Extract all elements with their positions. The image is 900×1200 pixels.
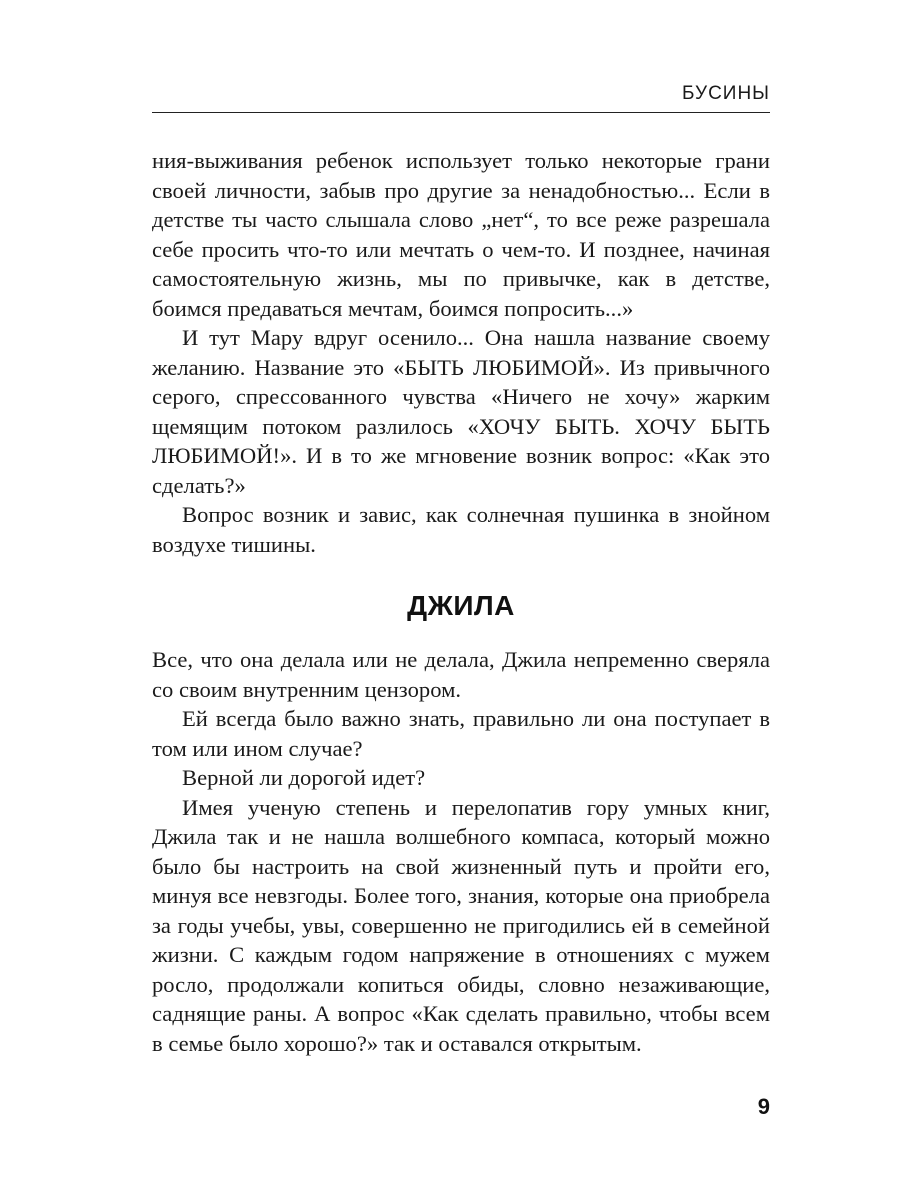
section-heading: ДЖИЛА bbox=[407, 590, 515, 621]
paragraph-section-2: Ей всегда было важно знать, правильно ли она поступает в том или ином случае? bbox=[152, 706, 770, 761]
paragraph-realization: И тут Мару вдруг осенило... Она нашла название своему желанию. Название это «БЫТЬ ЛЮБИМОЙ». Из привычного серого, спрессованного чувства «Ничего не хочу» жарким щемящим потоком разлилось «ХОЧУ БЫТЬ. ХОЧУ БЫТЬ ЛЮБИМОЙ!». И в то же мгновение возник вопрос: «Как это сделать?» bbox=[152, 325, 770, 498]
continued-text-block bbox=[152, 146, 770, 559]
paragraph-section-4: Имея ученую степень и перелопатив гору умных книг, Джила так и не нашла волшебного компаса, который можно было бы настроить на свой жизненный путь и пройти его, минуя все невзгоды. Более того, знания, которые она приобрела за годы учебы, увы, совершенно не пригодились ей в семейной жизни. С каждым годом напряжение в отношениях с мужем росло, продолжали копиться обиды, словно незаживающие, саднящие раны. А вопрос «Как сделать правильно, чтобы всем в семье было хорошо?» так и оставался открытым. bbox=[152, 794, 770, 1056]
paragraph-section-1: Все, что она делала или не делала, Джила непременно сверяла со своим внутренним цензором. bbox=[152, 647, 770, 702]
paragraph-question: Вопрос возник и завис, как солнечная пушинка в знойном воздухе тишины. bbox=[152, 502, 770, 557]
paragraph-continuation: ния-выживания ребенок использует только некоторые грани своей личности, забыв про другие за ненадобностью... Если в детстве ты часто слышала слово „нет“, то все реже разрешала себе просить что-то или мечтать о чем-то. И позднее, начиная самостоятельную жизнь, мы по привычке, как в детстве, боимся предаваться мечтам, боимся попросить...» bbox=[152, 148, 770, 321]
page-number: 9 bbox=[757, 1094, 770, 1119]
running-head-title: БУСИНЫ bbox=[681, 83, 770, 104]
paragraph-section-3: Верной ли дорогой идет? bbox=[182, 765, 426, 790]
running-head bbox=[152, 80, 770, 113]
section-text-block bbox=[152, 645, 770, 1058]
